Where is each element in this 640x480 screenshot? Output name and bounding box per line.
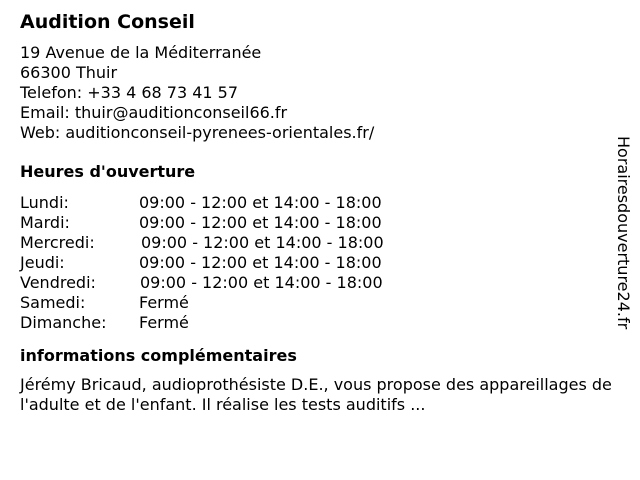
phone-number[interactable]: Telefon: +33 4 68 73 41 57 <box>20 83 239 102</box>
contact-details <box>20 43 630 143</box>
day-hours: 09:00 - 12:00 et 14:00 - 18:00 <box>141 233 384 252</box>
additional-info-text: Jérémy Bricaud, audioprothésiste D.E., vous propose des appareillages de l'adulte et de l'enfant. Il réalise les tests auditifs ... <box>20 375 612 414</box>
website-link[interactable]: Web: auditionconseil-pyrenees-orientales.fr/ <box>20 123 375 142</box>
site-watermark <box>612 136 634 344</box>
hours-row-saturday <box>20 293 630 313</box>
email-address[interactable]: Email: thuir@auditionconseil66.fr <box>20 103 288 122</box>
hours-row-monday <box>20 193 630 213</box>
day-label: Mardi: <box>20 213 70 232</box>
day-hours: Fermé <box>139 313 189 332</box>
day-label: Vendredi: <box>20 273 96 292</box>
day-label: Mercredi: <box>20 233 95 252</box>
opening-hours-table <box>20 193 630 333</box>
day-label: Lundi: <box>20 193 69 212</box>
hours-row-tuesday <box>20 213 630 233</box>
day-hours: Fermé <box>139 293 189 312</box>
hours-row-friday <box>20 273 630 293</box>
site-watermark-text: Horairesdouverture24.fr <box>614 136 633 330</box>
opening-hours-heading: Heures d'ouverture <box>20 162 196 181</box>
day-label: Dimanche: <box>20 313 107 332</box>
day-hours: 09:00 - 12:00 et 14:00 - 18:00 <box>139 193 382 212</box>
postal-city: 66300 Thuir <box>20 63 118 82</box>
hours-row-thursday <box>20 253 630 273</box>
day-hours: 09:00 - 12:00 et 14:00 - 18:00 <box>139 253 382 272</box>
business-listing <box>20 8 630 415</box>
additional-info-heading: informations complémentaires <box>20 346 297 365</box>
hours-row-sunday <box>20 313 630 333</box>
day-hours: 09:00 - 12:00 et 14:00 - 18:00 <box>140 273 383 292</box>
street-address: 19 Avenue de la Méditerranée <box>20 43 262 62</box>
day-label: Jeudi: <box>20 253 65 272</box>
hours-row-wednesday <box>20 233 630 253</box>
day-label: Samedi: <box>20 293 86 312</box>
day-hours: 09:00 - 12:00 et 14:00 - 18:00 <box>139 213 382 232</box>
business-name: Audition Conseil <box>20 11 195 33</box>
